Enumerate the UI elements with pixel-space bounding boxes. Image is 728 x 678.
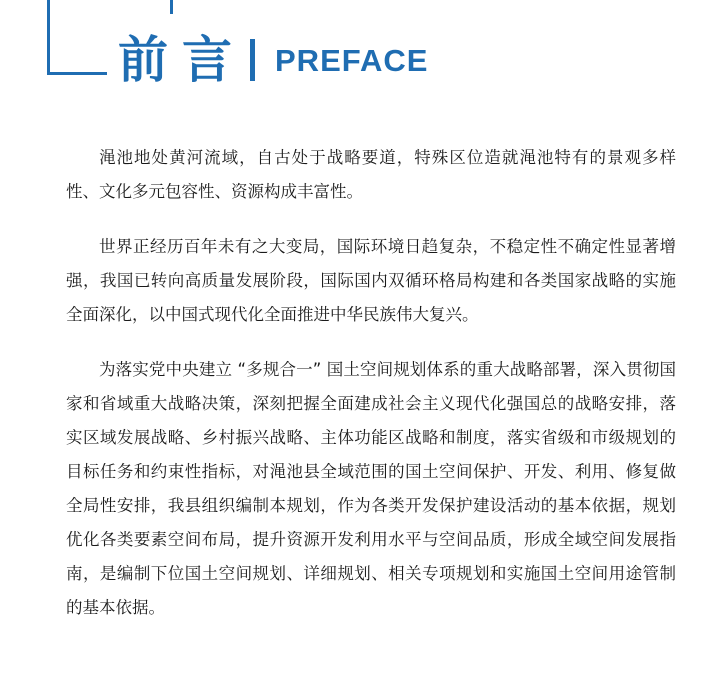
corner-frame-vertical <box>47 0 50 75</box>
page-heading <box>118 28 428 92</box>
corner-frame-top-tick <box>170 0 173 14</box>
corner-frame-horizontal <box>47 72 107 75</box>
heading-title-english: PREFACE <box>275 42 429 78</box>
preface-paragraph-1: 渑池地处黄河流域，自古处于战略要道，特殊区位造就渑池特有的景观多样性、文化多元包容性、资源构成丰富性。 <box>66 148 676 201</box>
heading-title-chinese: 前言 <box>118 31 246 89</box>
preface-paragraph-3: 为落实党中央建立 “多规合一” 国土空间规划体系的重大战略部署，深入贯彻国家和省域重大战略决策，深刻把握全面建成社会主义现代化强国总的战略安排，落实区域发展战略、乡村振兴战略、主体功能区战略和制度，落实省级和市级规划的目标任务和约束性指标，对渑池县全域范围的国土空间保护、开发、利用、修复做全局性安排，我县组织编制本规划，作为各类开发保护建设活动的基本依据，规划优化各类要素空间布局，提升资源开发利用水平与空间品质，形成全域空间发展指南，是编制下位国土空间规划、详细规划、相关专项规划和实施国土空间用途管制的基本依据。 <box>66 360 676 617</box>
preface-paragraph-2: 世界正经历百年未有之大变局，国际环境日趋复杂，不稳定性不确定性显著增强，我国已转向高质量发展阶段，国际国内双循环格局构建和各类国家战略的实施全面深化，以中国式现代化全面推进中华民族伟大复兴。 <box>66 237 676 324</box>
heading-divider <box>250 39 255 81</box>
preface-body <box>66 141 676 646</box>
